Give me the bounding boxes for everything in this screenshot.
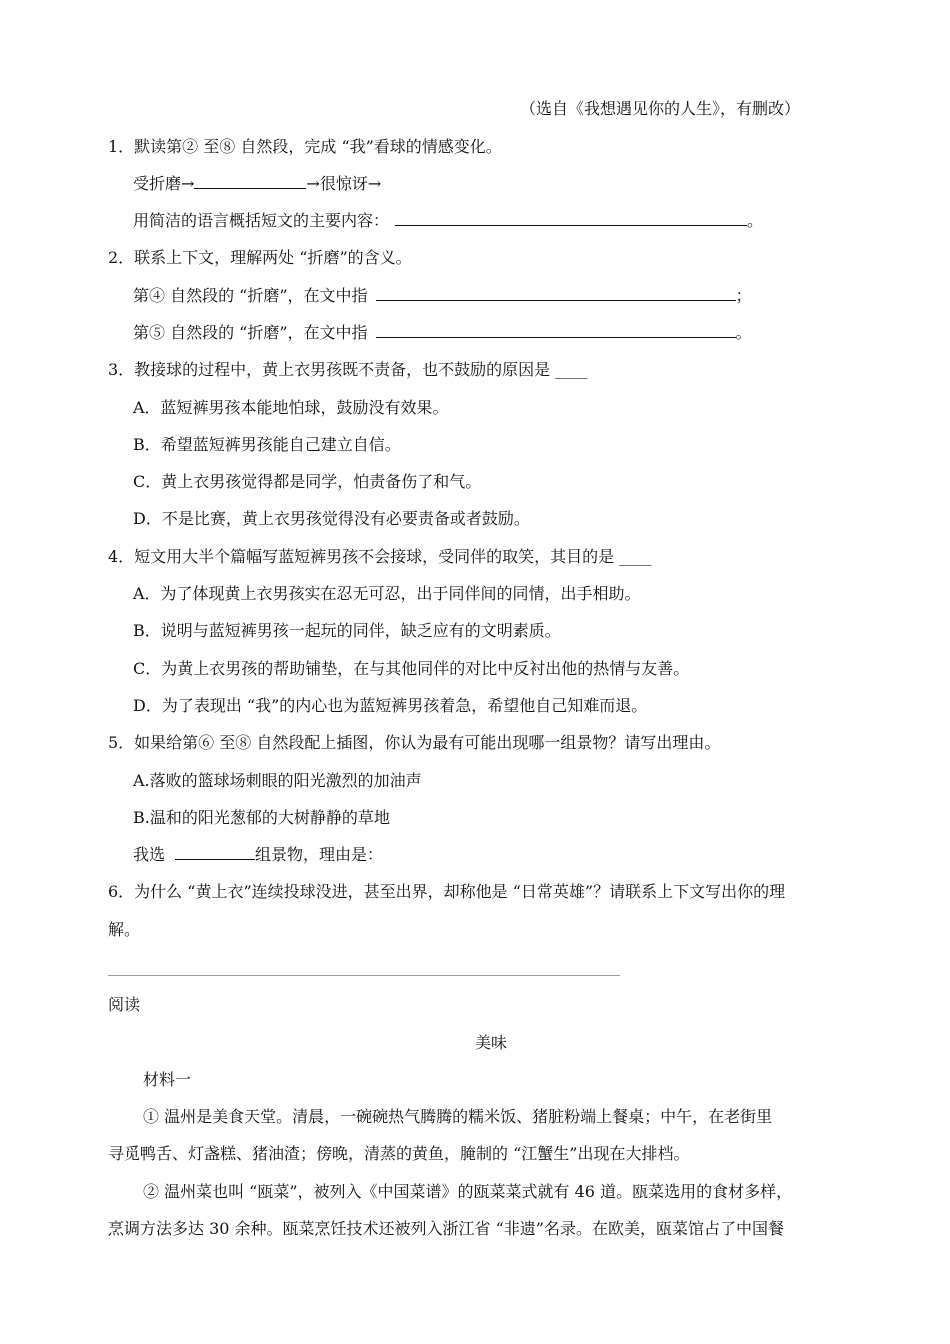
meaning-2-prompt: 第⑤ 自然段的 “折磨”，在文中指 — [133, 323, 368, 342]
question-2-prompt: 2．联系上下文，理解两处 “折磨”的含义。 — [108, 248, 412, 267]
chain-start-text: 受折磨→ — [133, 174, 195, 193]
meaning-1-prompt: 第④ 自然段的 “折磨”，在文中指 — [133, 286, 368, 305]
question-3-option-a[interactable]: A．蓝短裤男孩本能地怕球，鼓励没有效果。 — [133, 398, 449, 417]
question-5-choice — [133, 844, 383, 866]
question-3-option-b[interactable]: B．希望蓝短裤男孩能自己建立自信。 — [133, 435, 401, 454]
question-4-option-b[interactable]: B．说明与蓝短裤男孩一起玩的同伴，缺乏应有的文明素质。 — [133, 621, 561, 640]
reading-heading: 阅读 — [108, 995, 141, 1014]
section-divider — [108, 975, 620, 976]
question-3-option-c[interactable]: C．黄上衣男孩觉得都是同学，怕责备伤了和气。 — [133, 472, 482, 491]
question-2-line-2 — [133, 322, 752, 344]
question-4-option-d[interactable]: D．为了表现出 “我”的内心也为蓝短裤男孩着急，希望他自己知难而退。 — [133, 696, 648, 715]
question-1-chain — [133, 173, 381, 195]
choice-blank[interactable] — [175, 845, 255, 860]
paragraph-2-line-2: 烹调方法多达 30 余种。瓯菜烹饪技术还被列入浙江省 “非遗”名录。在欧美，瓯菜馆占了中国餐 — [108, 1219, 784, 1238]
meaning-2-end: 。 — [735, 323, 752, 342]
reading-title: 美味 — [475, 1033, 508, 1052]
paragraph-2-line-1: ② 温州菜也叫 “瓯菜”，被列入《中国菜谱》的瓯菜菜式就有 46 道。瓯菜选用的食材多样， — [143, 1182, 793, 1201]
question-4-option-c[interactable]: C．为黄上衣男孩的帮助铺垫，在与其他同伴的对比中反衬出他的热情与友善。 — [133, 659, 690, 678]
question-2-line-1 — [133, 285, 752, 307]
summary-prompt: 用简洁的语言概括短文的主要内容： — [133, 211, 390, 230]
chain-mid-text: →很惊讶→ — [306, 174, 382, 193]
question-5-option-b[interactable]: B.温和的阳光葱郁的大树静静的草地 — [133, 808, 390, 827]
summary-answer-blank[interactable] — [395, 211, 747, 226]
question-3-prompt: 3．教接球的过程中，黄上衣男孩既不责备，也不鼓励的原因是 ____ — [108, 360, 588, 379]
question-4-option-a[interactable]: A．为了体现黄上衣男孩实在忍无可忍，出于同伴间的同情，出手相助。 — [133, 584, 641, 603]
choice-start: 我选 — [133, 845, 166, 864]
source-note: （选自《我想遇见你的人生》，有删改） — [520, 99, 801, 118]
question-6-prompt: 6．为什么 “黄上衣”连续投球没进，甚至出界，却称他是 “日常英雄”？请联系上下文写出你的理 — [108, 882, 786, 901]
question-4-prompt: 4．短文用大半个篇幅写蓝短裤男孩不会接球，受同伴的取笑，其目的是 ____ — [108, 547, 652, 566]
question-3-option-d[interactable]: D．不是比赛，黄上衣男孩觉得没有必要责备或者鼓励。 — [133, 509, 530, 528]
meaning-1-blank[interactable] — [376, 286, 736, 301]
meaning-2-blank[interactable] — [376, 323, 736, 338]
summary-end: 。 — [747, 211, 764, 230]
question-1-summary — [133, 210, 763, 232]
choice-end: 组景物，理由是： — [255, 845, 384, 864]
question-1-prompt: 1．默读第② 至⑧ 自然段，完成 “我”看球的情感变化。 — [108, 137, 502, 156]
question-5-prompt: 5．如果给第⑥ 至⑧ 自然段配上插图，你认为最有可能出现哪一组景物？请写出理由。 — [108, 733, 721, 752]
question-6-prompt-cont: 解。 — [108, 920, 141, 939]
paragraph-1-line-2: 寻觅鸭舌、灯盏糕、猪油渣；傍晚，清蒸的黄鱼，腌制的 “江蟹生”出现在大排档。 — [108, 1144, 690, 1163]
chain-answer-blank[interactable] — [194, 174, 306, 189]
paragraph-1-line-1: ① 温州是美食天堂。清晨，一碗碗热气腾腾的糯米饭、猪脏粉端上餐桌；中午，在老街里 — [143, 1107, 773, 1126]
material-label: 材料一 — [143, 1070, 192, 1089]
question-5-option-a[interactable]: A.落败的篮球场刺眼的阳光激烈的加油声 — [133, 771, 422, 790]
meaning-1-end: ； — [735, 286, 752, 305]
